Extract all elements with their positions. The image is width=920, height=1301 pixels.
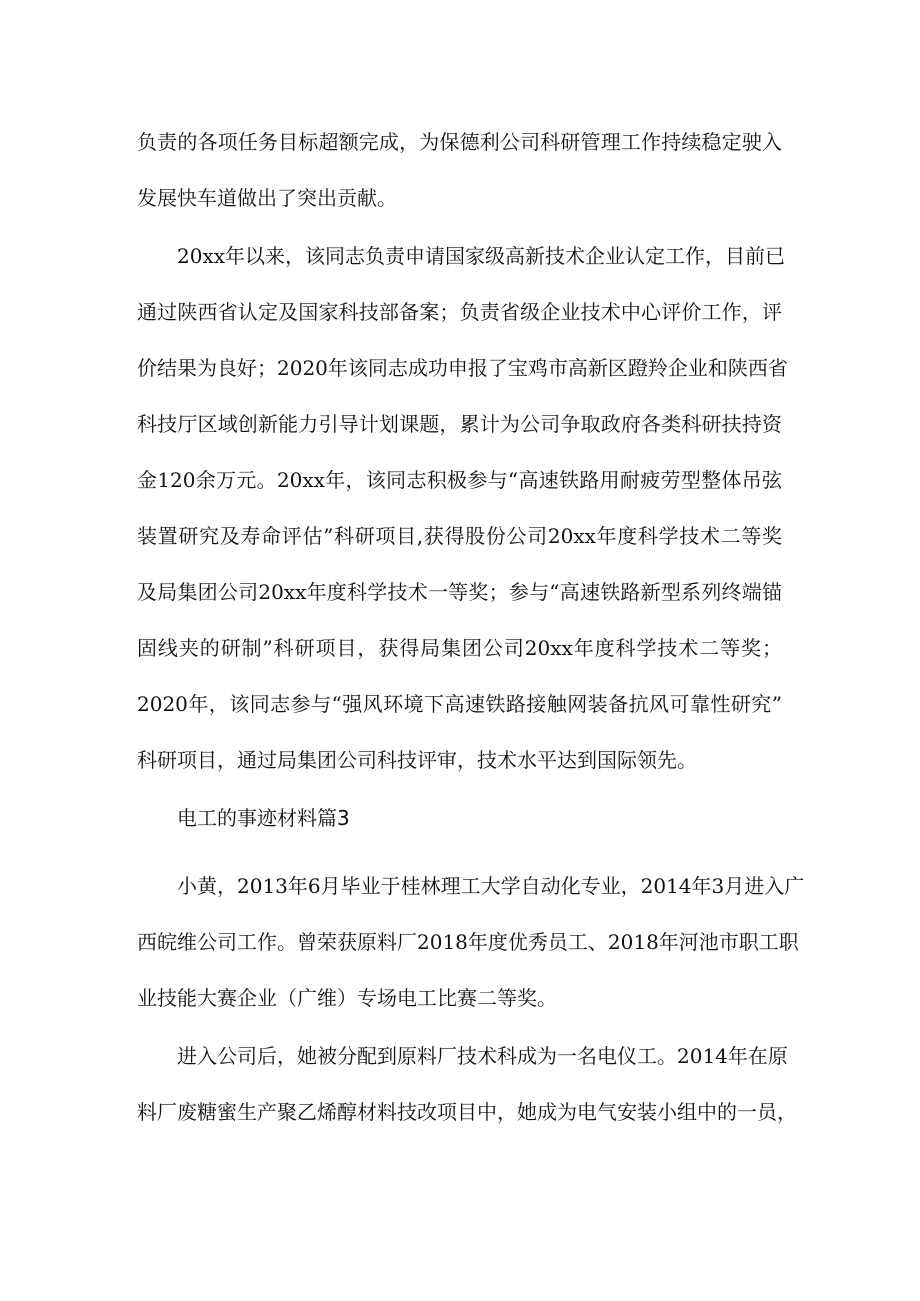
text-line: 科技厅区域创新能力引导计划课题，累计为公司争取政府各类科研扶持资 [137, 412, 782, 436]
text-line: 金120余万元。20xx年，该同志积极参与“高速铁路用耐疲劳型整体吊弦 [137, 468, 782, 492]
text-line: 西皖维公司工作。曾荣获原料厂2018年度优秀员工、2018年河池市职工职 [137, 930, 799, 954]
text-line: 固线夹的研制”科研项目，获得局集团公司20xx年度科学技术二等奖； [137, 636, 782, 660]
text-line: 料厂废糖蜜生产聚乙烯醇材料技改项目中，她成为电气安装小组中的一员， [137, 1100, 797, 1124]
section-heading: 电工的事迹材料篇3 [177, 806, 350, 830]
text-line: 负责的各项任务目标超额完成，为保德利公司科研管理工作持续稳定驶入 [137, 130, 782, 154]
text-line: 通过陕西省认定及国家科技部备案；负责省级企业技术中心评价工作，评 [137, 300, 782, 324]
text-line: 价结果为良好；2020年该同志成功申报了宝鸡市高新区蹬羚企业和陕西省 [137, 356, 788, 380]
text-line: 装置研究及寿命评估”科研项目,获得股份公司20xx年度科学技术二等奖 [137, 524, 782, 548]
text-line: 发展快车道做出了突出贡献。 [137, 186, 397, 210]
text-line: 小黄，2013年6月毕业于桂林理工大学自动化专业，2014年3月进入广 [177, 874, 805, 898]
text-line: 及局集团公司20xx年度科学技术一等奖；参与“高速铁路新型系列终端锚 [137, 580, 782, 604]
text-line: 业技能大赛企业（广维）专场电工比赛二等奖。 [137, 986, 557, 1010]
text-line: 20xx年以来，该同志负责申请国家级高新技术企业认定工作，目前已 [177, 244, 786, 268]
text-line: 进入公司后，她被分配到原料厂技术科成为一名电仪工。2014年在原 [177, 1044, 788, 1068]
text-line: 2020年，该同志参与“强风环境下高速铁路接触网装备抗风可靠性研究” [137, 692, 782, 716]
text-line: 科研项目，通过局集团公司科技评审，技术水平达到国际领先。 [137, 748, 697, 772]
